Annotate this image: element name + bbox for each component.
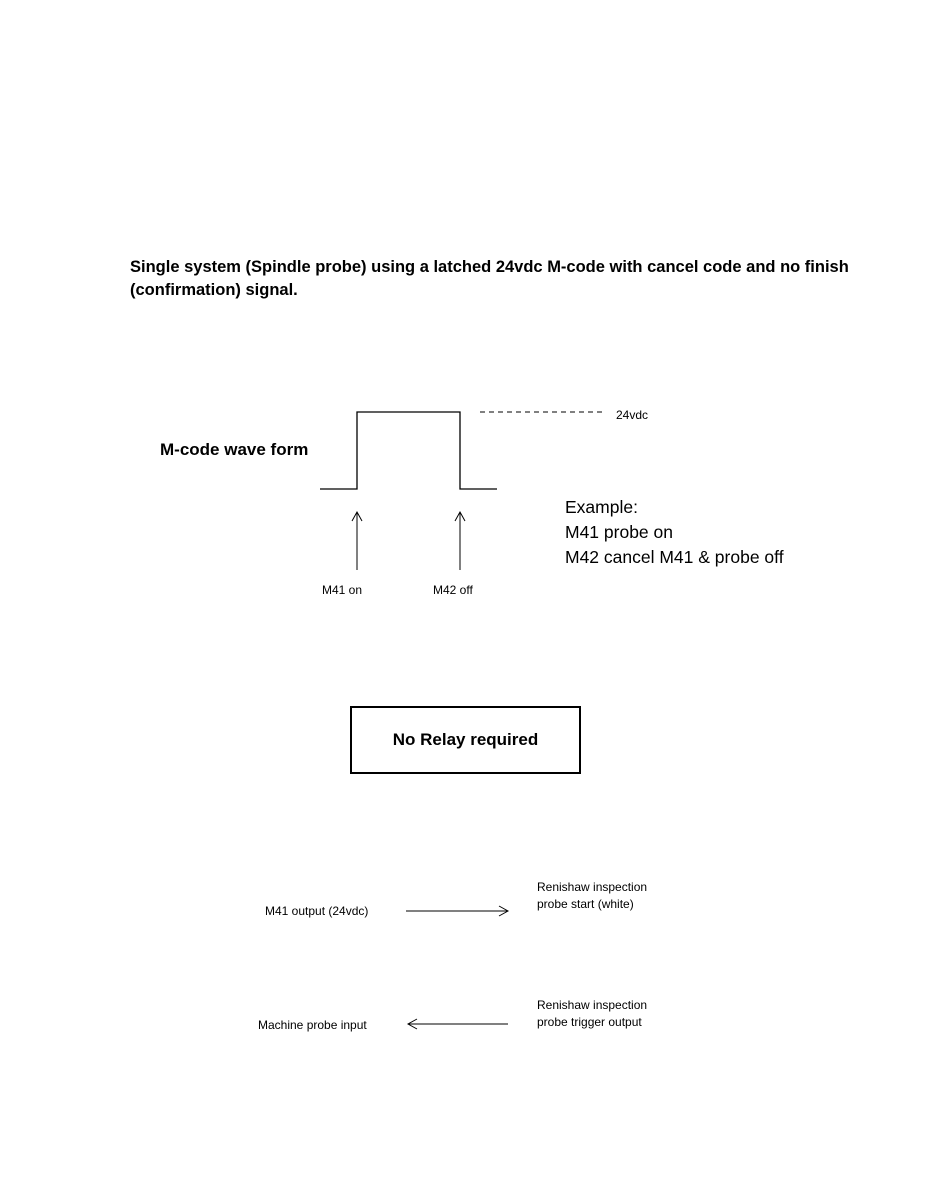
m41-output-label: M41 output (24vdc) xyxy=(265,904,369,918)
m42-off-label: M42 off xyxy=(433,583,473,597)
example-block xyxy=(565,495,784,570)
machine-probe-input-label: Machine probe input xyxy=(258,1018,367,1032)
relay-box xyxy=(350,706,581,774)
page-title: Single system (Spindle probe) using a latched 24vdc M-code with cancel code and no finish (confirmation) signal. xyxy=(130,258,849,299)
example-line: M41 probe on xyxy=(565,522,673,542)
trigger-signal-arrow xyxy=(408,1019,508,1029)
m41-on-arrow xyxy=(352,512,362,570)
level-label: 24vdc xyxy=(616,408,649,422)
probe-trigger-line: probe trigger output xyxy=(537,1015,642,1029)
waveform-line xyxy=(320,412,497,489)
probe-start-label xyxy=(537,879,647,913)
probe-start-line: probe start (white) xyxy=(537,897,634,911)
probe-trigger-label xyxy=(537,997,647,1031)
example-line: M42 cancel M41 & probe off xyxy=(565,547,784,567)
probe-trigger-line: Renishaw inspection xyxy=(537,998,648,1012)
m41-on-label: M41 on xyxy=(322,583,363,597)
start-signal-arrow xyxy=(406,906,508,916)
probe-start-line: Renishaw inspection xyxy=(537,880,648,894)
example-heading: Example: xyxy=(565,497,638,517)
relay-box-label: No Relay required xyxy=(392,730,539,749)
m42-off-arrow xyxy=(455,512,465,570)
waveform-label: M-code wave form xyxy=(160,440,309,459)
